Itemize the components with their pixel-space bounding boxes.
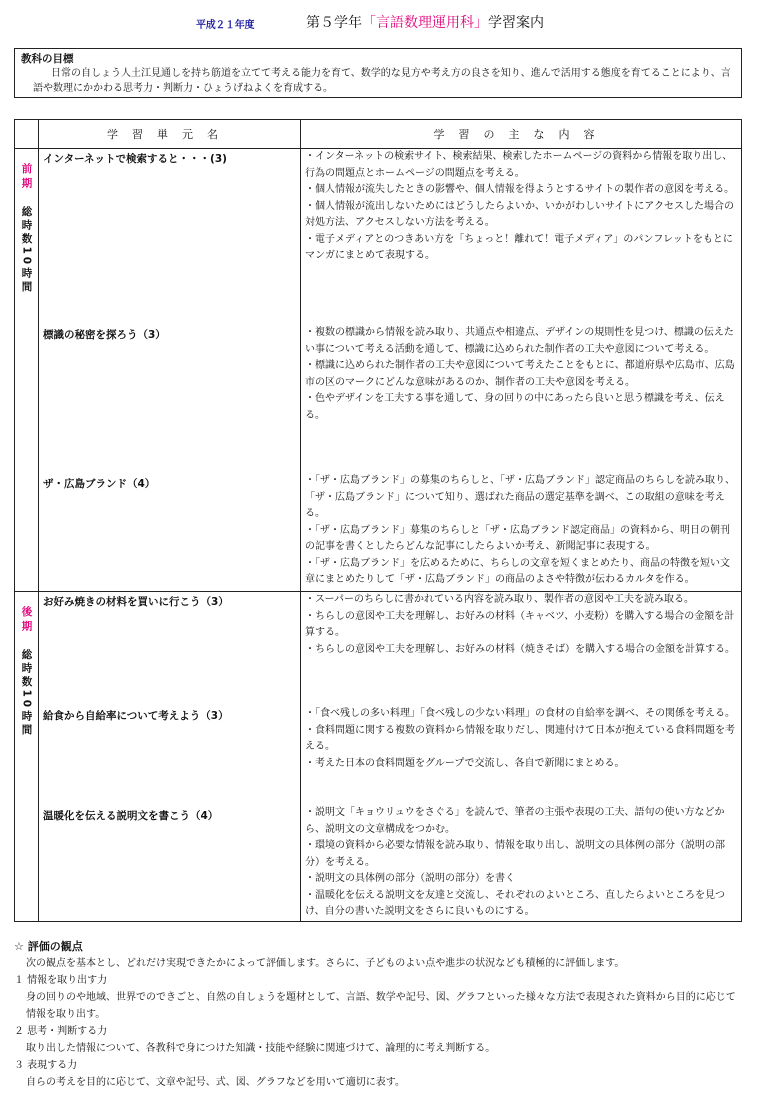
page-title <box>306 12 544 32</box>
content-line: ・説明文の具体例の部分（説明の部分）を書く <box>305 873 515 884</box>
content-line: ・「ザ・広島ブランド」の募集のちらしと、「ザ・広島ブランド」認定商品のちらしを読み取り、「ザ・広島ブランド」について知り、選ばれた商品の選定基準を調べ、この取組の意味を考える。 <box>305 475 735 519</box>
unit-content-block <box>305 805 735 921</box>
subject-goal-box <box>14 48 742 98</box>
unit-names-second <box>39 592 301 922</box>
unit-contents-second <box>301 592 742 922</box>
evaluation-item-text: 取り出した情報について、各教科で身につけた知識・技能や経験に関連づけて、論理的に考え判断する。 <box>26 1043 496 1054</box>
evaluation-heading: ☆ 評価の観点 <box>14 940 83 953</box>
unit-title: 給食から自給率について考えよう（3） <box>43 710 229 722</box>
unit-content-block <box>305 592 735 658</box>
content-line: ・色やデザインを工夫する事を通して、身の回りの中にあったら良いと思う標識を考え、伝える。 <box>305 393 725 421</box>
evaluation-item-text: 身の回りのや地域、世界でのできごと、自然の自しょうを題材として、言語、数学や記号、図、グラフといった様々な方法で表現された資料から目的に応じて情報を取り出す。 <box>26 992 736 1020</box>
content-line: ・ちらしの意図や工夫を理解し、お好みの材料（キャベツ、小麦粉）を購入する場合の金額を計算する。 <box>305 610 735 638</box>
table-header-row <box>15 120 742 149</box>
evaluation-section <box>14 938 744 1091</box>
page-header <box>0 12 760 34</box>
curriculum-table <box>14 119 742 922</box>
content-line: ・「食べ残しの多い料理」「食べ残しの少ない料理」の食材の自給率を調べ、その関係を考える。 <box>305 708 735 719</box>
term-hours: 総時数10時間 <box>20 206 33 295</box>
unit-title: ザ・広島ブランド（4） <box>43 478 156 490</box>
content-line: ・電子メディアとのつきあい方を「ちょっと！離れて！電子メディア」のパンフレットをもとにマンガにまとめて表現する。 <box>305 233 733 261</box>
title-subject: 「言語数理運用科」 <box>362 15 488 31</box>
header-blank <box>15 120 39 149</box>
content-line: ・食料問題に関する複数の資料から情報を取りだし、関連付けて日本が抱えている食料問題を考える。 <box>305 724 735 752</box>
title-suffix: 学習案内 <box>488 15 544 31</box>
content-line: ・ちらしの意図や工夫を理解し、お好みの材料（焼きそば）を購入する場合の金額を計算する。 <box>305 643 735 655</box>
school-year: 平成２１年度 <box>196 20 255 31</box>
goal-heading: 教科の目標 <box>21 53 74 65</box>
term-label-first <box>15 149 39 592</box>
content-line: ・「ザ・広島ブランド」募集のちらしと「ザ・広島ブランド認定商品」の資料から、明日の朝刊の記事を書くとしたらどんな記事にしたらよいか考え、新聞記事に表現する。 <box>305 524 730 552</box>
content-line: ・インターネットの検索サイト、検索結果、検索したホームページの資料から情報を取り出し、行為の問題点とホームページの問題点を考える。 <box>305 151 733 179</box>
term-hours: 総時数10時間 <box>20 649 33 738</box>
unit-contents-first <box>301 149 742 592</box>
unit-content-block <box>305 706 735 772</box>
content-line: ・標識に込められた制作者の工夫や意図について考えたことをもとに、都道府県や広島市、広島市の区のマークにどんな意味があるのか、制作者の工夫や意図を考える。 <box>305 360 735 388</box>
evaluation-item-label: １ 情報を取り出す力 <box>14 975 108 986</box>
term-name: 後期 <box>20 606 33 635</box>
content-line: ・環境の資料から必要な情報を読み取り、情報を取り出し、説明文の具体例の部分（説明の部分）を考える。 <box>305 840 725 868</box>
unit-content-block <box>305 473 735 589</box>
content-line: ・考えた日本の食料問題をグループで交流し、各自で新聞にまとめる。 <box>305 757 625 769</box>
unit-names-first <box>39 149 301 592</box>
content-line: ・スーパーのちらしに書かれている内容を読み取り、製作者の意図や工夫を読み取る。 <box>305 594 694 605</box>
evaluation-item-label: ２ 思考・判断する力 <box>14 1026 108 1037</box>
evaluation-intro: 次の観点を基本とし、どれだけ実現できたかによって評価します。さらに、子どものよい点や進歩の状況なども積極的に評価します。 <box>26 958 625 969</box>
term-name: 前期 <box>20 163 33 192</box>
title-grade: 第５学年 <box>306 15 362 31</box>
content-line: ・複数の標識から情報を読み取り、共通点や相違点、デザインの規則性を見つけ、標識の伝えたい事について考える活動を通して、標識に込められた制作者の工夫や意図について考える。 <box>305 327 734 355</box>
content-line: ・「ザ・広島ブランド」を広めるために、ちらしの文章を短くまとめたり、商品の特徴を短い文章にまとめたりして「ザ・広島ブランド」の商品のよさや特徴が伝わるカルタを作る。 <box>305 557 730 585</box>
header-main-content: 学習の主な内容 <box>301 120 742 149</box>
unit-title: 温暖化を伝える説明文を書こう（4） <box>43 810 219 822</box>
evaluation-item-text: 自らの考えを目的に応じて、文章や記号、式、図、グラフなどを用いて適切に表す。 <box>26 1077 405 1088</box>
term-label-second <box>15 592 39 922</box>
header-unit-name: 学習単元名 <box>39 120 301 149</box>
content-line: ・温暖化を伝える説明文を友達と交流し、それぞれのよいところ、直したらよいところを見つけ、自分の書いた説明文をさらに良いものにする。 <box>305 889 725 917</box>
content-line: ・説明文「キョウリュウをさぐる」を読んで、筆者の主張や表現の工夫、語句の使い方などから、説明文の文章構成をつかむ。 <box>305 807 725 835</box>
unit-content-block <box>305 325 735 424</box>
unit-content-block <box>305 149 735 265</box>
content-line: ・個人情報が流失したときの影響や、個人情報を得ようとするサイトの製作者の意図を考える。 <box>305 184 735 195</box>
goal-text: 日常の自しょう人土江見通しを持ち筋道を立てて考える能力を育て、数学的な見方や考え方の良さを知り、進んで活用する態度を育てることにより、言語や数理にかかわる思考力・判断力・ひょうげねよくを育成する。 <box>33 68 731 94</box>
unit-title: インターネットで検索すると・・・(3) <box>43 153 227 165</box>
evaluation-item-label: ３ 表現する力 <box>14 1060 78 1071</box>
unit-title: 標識の秘密を探ろう（3） <box>43 329 166 341</box>
content-line: ・個人情報が流出しないためにはどうしたらよいか、いかがわしいサイトにアクセスした場合の対処方法、アクセスしない方法を考える。 <box>305 200 734 228</box>
term-row-first <box>15 149 742 592</box>
term-row-second <box>15 592 742 922</box>
unit-title: お好み焼きの材料を買いに行こう（3） <box>43 596 229 608</box>
